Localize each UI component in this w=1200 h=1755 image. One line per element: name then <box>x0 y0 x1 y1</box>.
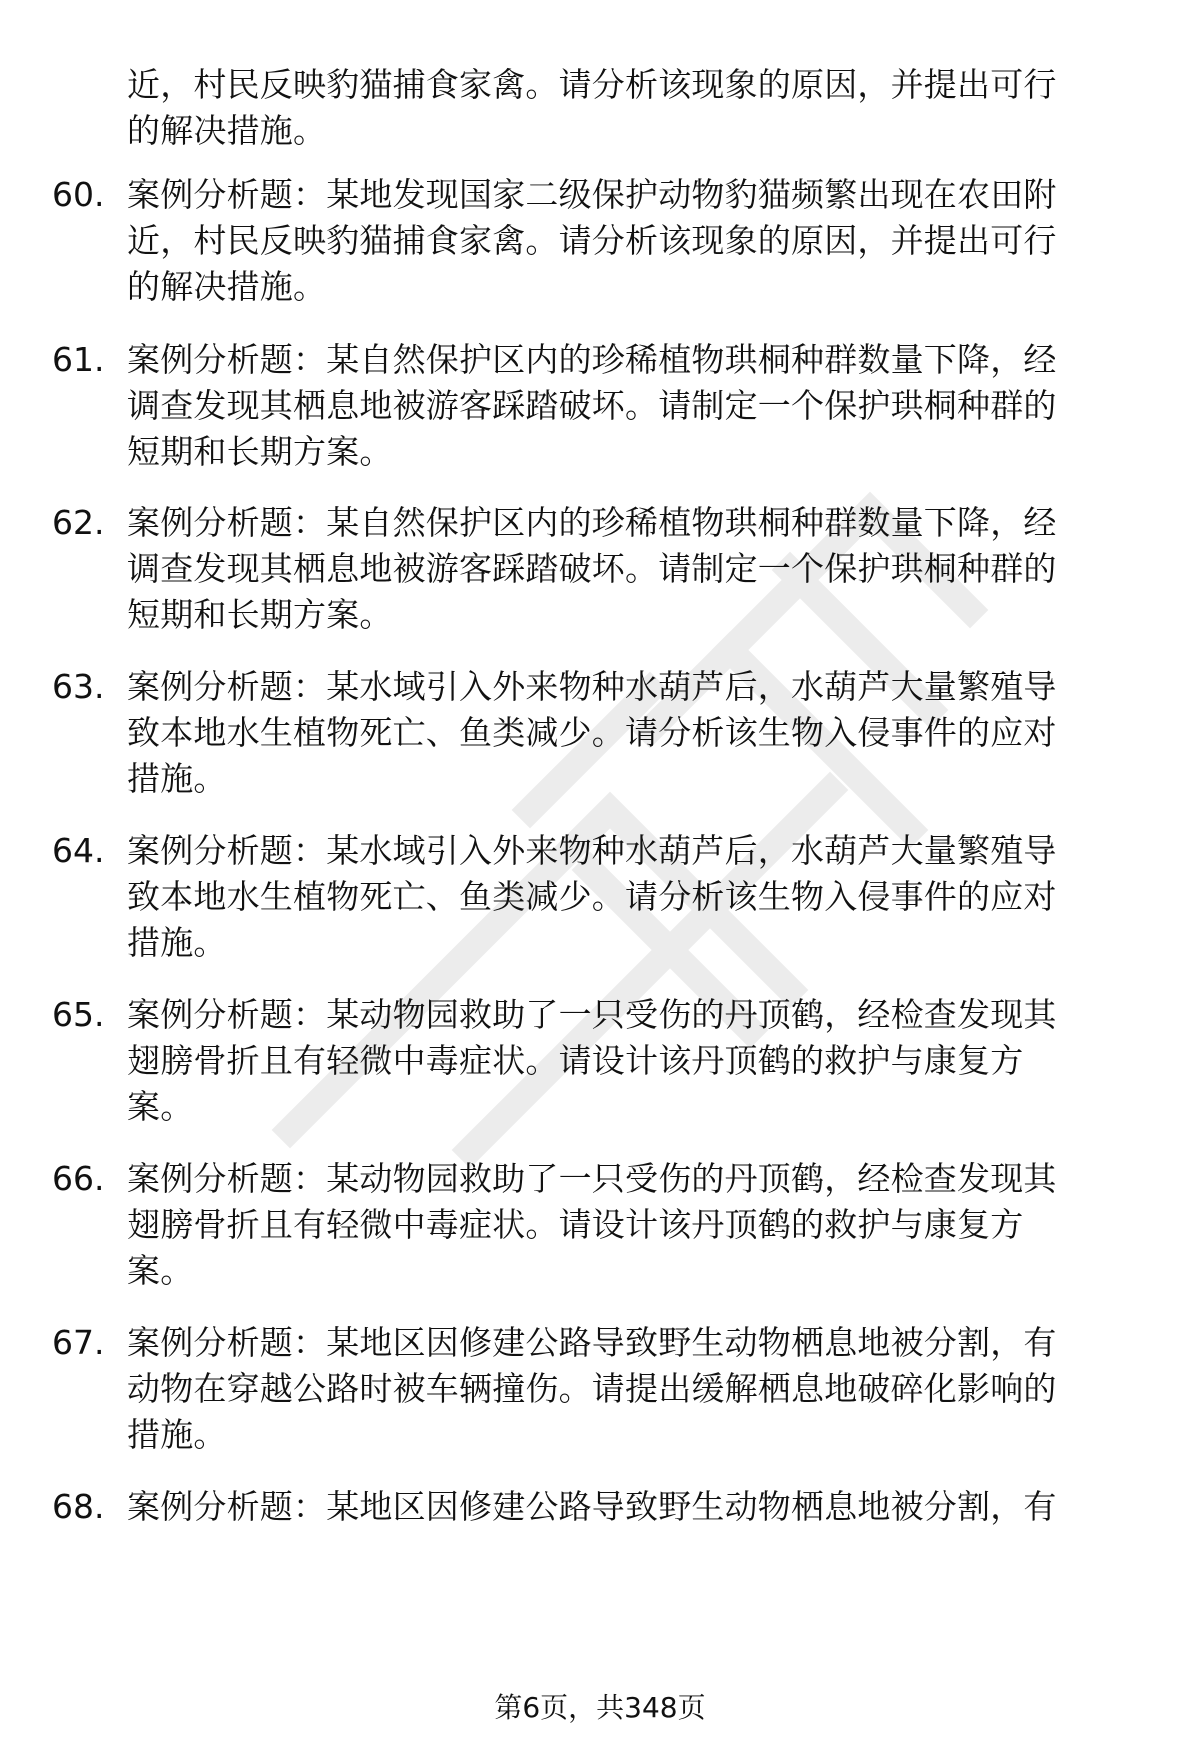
question-number: 62. <box>52 503 105 542</box>
text-line: 案例分析题：某自然保护区内的珍稀植物珙桐种群数量下降，经 <box>127 503 1057 542</box>
text-line: 短期和长期方案。 <box>127 432 393 471</box>
text-line: 案例分析题：某自然保护区内的珍稀植物珙桐种群数量下降，经 <box>127 340 1057 379</box>
question-number: 60. <box>52 175 105 214</box>
text-line: 措施。 <box>127 1415 227 1454</box>
page-number-footer: 第6页，共348页 <box>494 1691 706 1724</box>
text-line: 调查发现其栖息地被游客踩踏破坏。请制定一个保护珙桐种群的 <box>127 386 1057 425</box>
text-line: 措施。 <box>127 923 227 962</box>
text-line: 致本地水生植物死亡、鱼类减少。请分析该生物入侵事件的应对 <box>127 877 1057 916</box>
text-line: 调查发现其栖息地被游客踩踏破坏。请制定一个保护珙桐种群的 <box>127 549 1057 588</box>
text-line: 翅膀骨折且有轻微中毒症状。请设计该丹顶鹤的救护与康复方 <box>127 1041 1024 1080</box>
question-number: 65. <box>52 995 105 1034</box>
text-line: 案例分析题：某动物园救助了一只受伤的丹顶鹤，经检查发现其 <box>127 1159 1057 1198</box>
text-line: 的解决措施。 <box>127 111 327 150</box>
question-number: 66. <box>52 1159 105 1198</box>
text-line: 短期和长期方案。 <box>127 595 393 634</box>
text-line: 翅膀骨折且有轻微中毒症状。请设计该丹顶鹤的救护与康复方 <box>127 1205 1024 1244</box>
continuation-text <box>127 62 1057 154</box>
text-line: 案例分析题：某水域引入外来物种水葫芦后，水葫芦大量繁殖导 <box>127 667 1057 706</box>
text-line: 的解决措施。 <box>127 267 327 306</box>
question-number: 63. <box>52 667 105 706</box>
text-line: 案。 <box>127 1087 194 1126</box>
text-line: 案。 <box>127 1251 194 1290</box>
text-line: 措施。 <box>127 759 227 798</box>
question-number: 68. <box>52 1487 105 1526</box>
text-line: 案例分析题：某动物园救助了一只受伤的丹顶鹤，经检查发现其 <box>127 995 1057 1034</box>
text-line: 致本地水生植物死亡、鱼类减少。请分析该生物入侵事件的应对 <box>127 713 1057 752</box>
text-line: 近，村民反映豹猫捕食家禽。请分析该现象的原因，并提出可行 <box>127 221 1057 260</box>
text-line: 动物在穿越公路时被车辆撞伤。请提出缓解栖息地破碎化影响的 <box>127 1369 1057 1408</box>
text-line: 案例分析题：某地区因修建公路导致野生动物栖息地被分割，有 <box>127 1323 1057 1362</box>
text-line: 近，村民反映豹猫捕食家禽。请分析该现象的原因，并提出可行 <box>127 65 1057 104</box>
question-number: 64. <box>52 831 105 870</box>
text-line: 案例分析题：某地区因修建公路导致野生动物栖息地被分割，有 <box>127 1487 1057 1526</box>
text-line: 案例分析题：某地发现国家二级保护动物豹猫频繁出现在农田附 <box>127 175 1057 214</box>
question-number: 67. <box>52 1323 105 1362</box>
question-number: 61. <box>52 340 105 379</box>
text-line: 案例分析题：某水域引入外来物种水葫芦后，水葫芦大量繁殖导 <box>127 831 1057 870</box>
